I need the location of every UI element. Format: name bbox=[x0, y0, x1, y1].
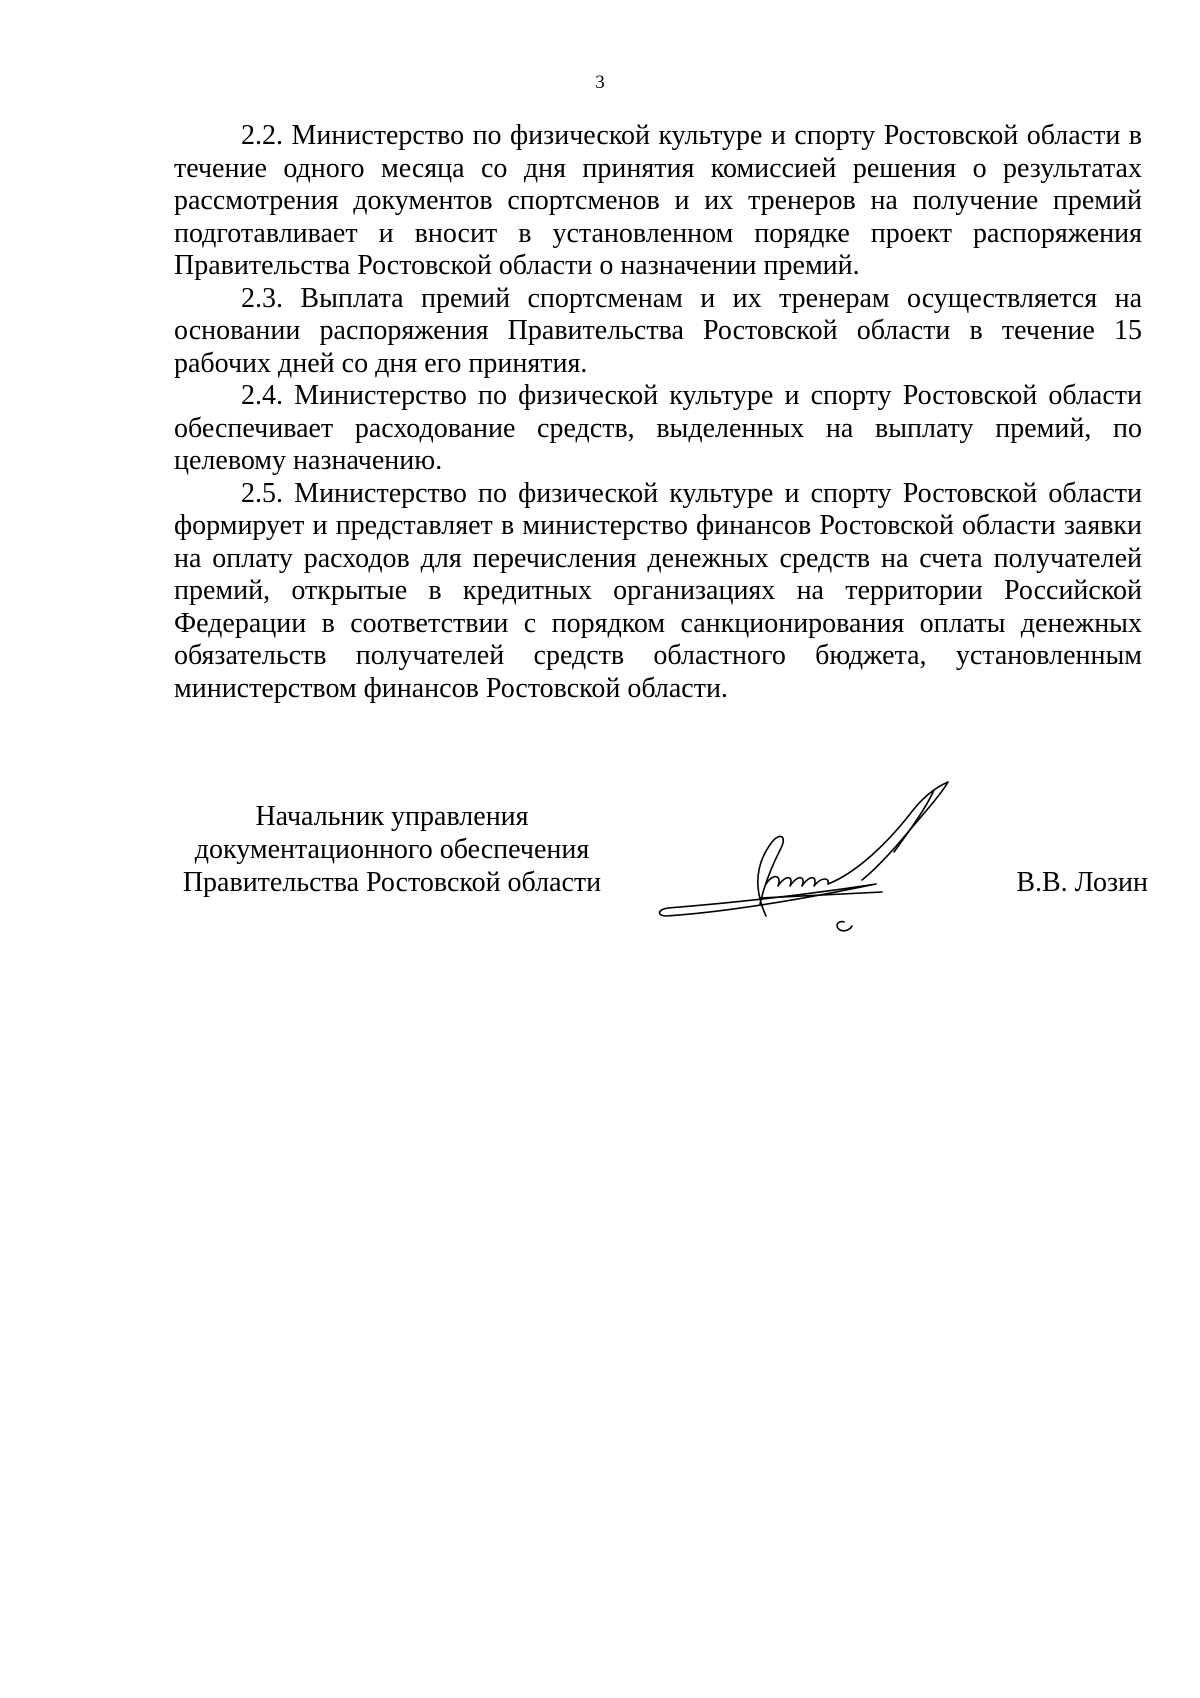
signatory-position-line-3: Правительства Ростовской области bbox=[182, 867, 602, 898]
paragraph-2-2: 2.2. Министерство по физической культуре и спорту Ростовской области в течение одного месяца со дня принятия комиссией решения о результатах рассмотрения документов спортсменов и их тренеров на получение премий подготавливает и вносит в установленном порядке проект распоряжения Правительства Ростовской области о назначении премий. bbox=[174, 120, 1142, 281]
handwritten-signature-icon bbox=[648, 776, 988, 956]
signature-block bbox=[0, 800, 1200, 960]
signatory-position bbox=[172, 800, 612, 899]
signatory-position-line-2: документационного обеспечения bbox=[194, 834, 590, 865]
paragraph-2-4: 2.4. Министерство по физической культуре и спорту Ростовской области обеспечивает расходование средств, выделенных на выплату премий, по целевому назначению. bbox=[174, 380, 1142, 476]
signatory-name: В.В. Лозин bbox=[1016, 867, 1148, 898]
signatory-position-line-1: Начальник управления bbox=[255, 801, 529, 832]
document-body bbox=[174, 120, 1142, 705]
page-number: 3 bbox=[595, 72, 605, 93]
paragraph-2-3: 2.3. Выплата премий спортсменам и их тренерам осуществляется на основании распоряжения Правительства Ростовской области в течение 15 рабочих дней со дня его принятия. bbox=[174, 282, 1142, 379]
paragraph-2-5: 2.5. Министерство по физической культуре и спорту Ростовской области формирует и представляет в министерство финансов Ростовской области заявки на оплату расходов для перечисления денежных средств на счета получателей премий, открытые в кредитных организациях на территории Российской Федерации в соответствии с порядком санкционирования оплаты денежных обязательств получателей средств областного бюджета, установленным министерством финансов Ростовской области. bbox=[174, 477, 1142, 704]
